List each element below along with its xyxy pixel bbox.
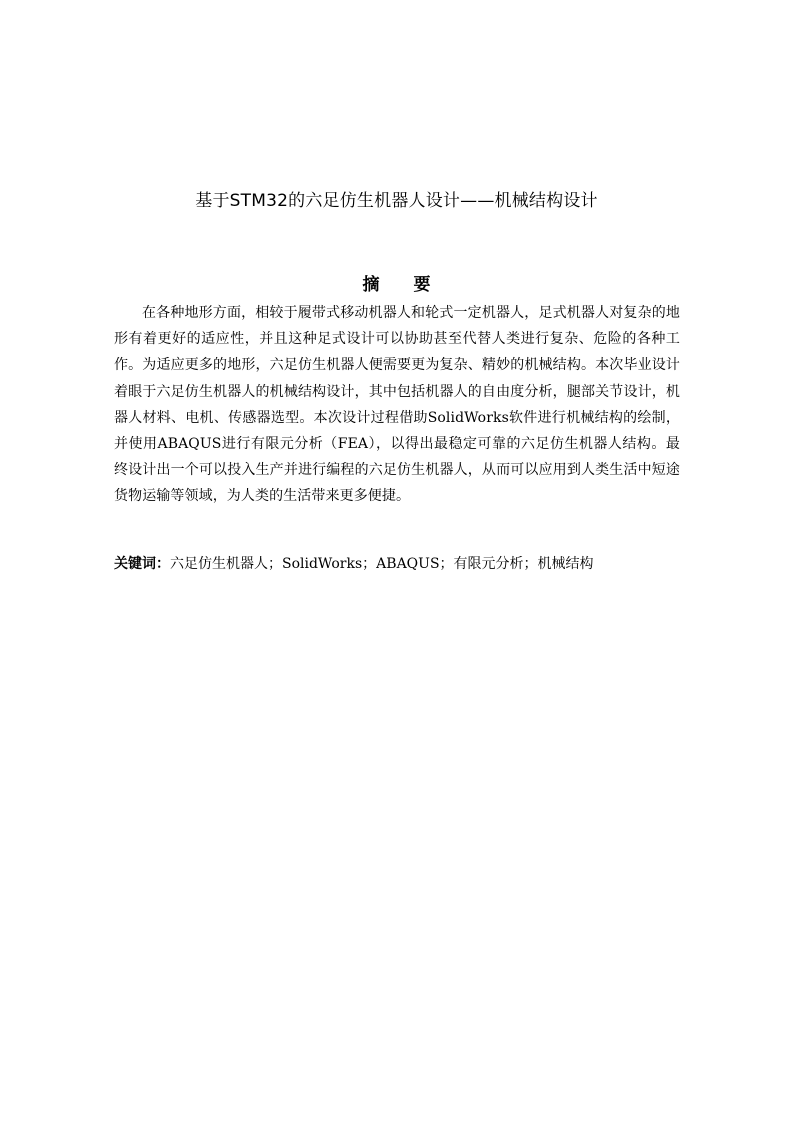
keywords-line (114, 553, 680, 575)
keywords-label: 关键词： (114, 556, 170, 572)
keywords-value: 六足仿生机器人；SolidWorks；ABAQUS；有限元分析；机械结构 (170, 556, 594, 572)
abstract-heading: 摘 要 (362, 275, 445, 295)
abstract-paragraph: 在各种地形方面，相较于履带式移动机器人和轮式一定机器人，足式机器人对复杂的地形有着更好的适应性，并且这种足式设计可以协助甚至代替人类进行复杂、危险的各种工作。为适应更多的地形，六足仿生机器人便需要更为复杂、精妙的机械结构。本次毕业设计着眼于六足仿生机器人的机械结构设计，其中包括机器人的自由度分析，腿部关节设计，机器人材料、电机、传感器选型。本次设计过程借助SolidWorks软件进行机械结构的绘制，并使用ABAQUS进行有限元分析（FEA），以得出最稳定可靠的六足仿生机器人结构。最终设计出一个可以投入生产并进行编程的六足仿生机器人，从而可以应用到人类生活中短途货物运输等领域，为人类的生活带来更多便捷。 (114, 305, 680, 505)
page-title: 基于STM32的六足仿生机器人设计——机械结构设计 (195, 191, 598, 211)
